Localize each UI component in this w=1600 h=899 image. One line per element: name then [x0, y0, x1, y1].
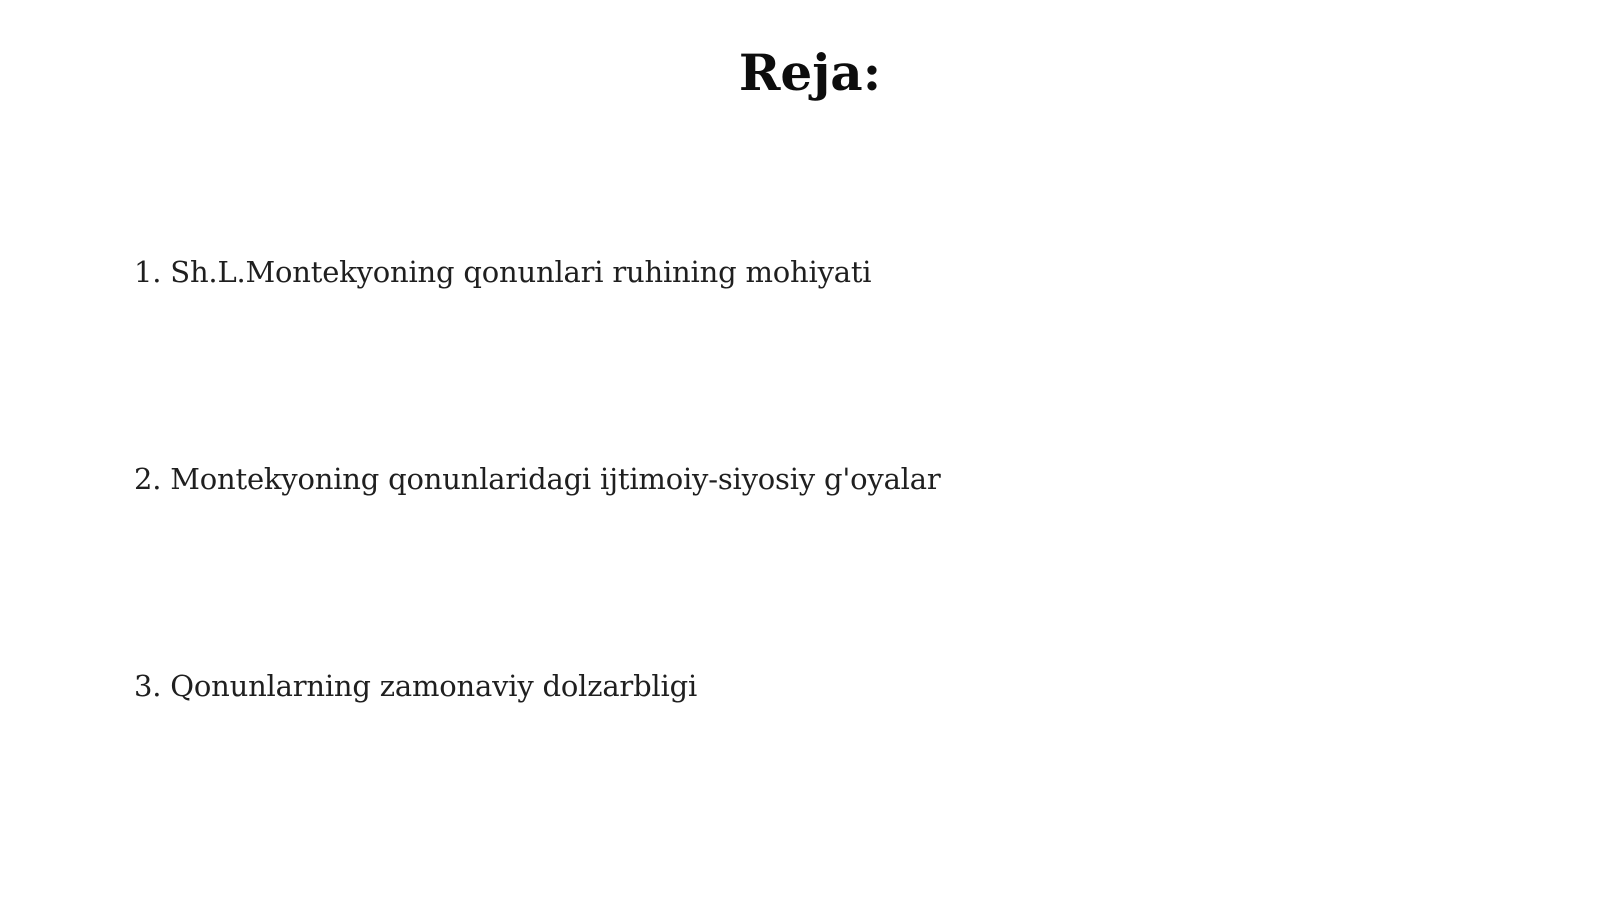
- plan-item-number: 3.: [134, 669, 162, 703]
- plan-item-text: Qonunlarning zamonaviy dolzarbligi: [170, 669, 698, 703]
- plan-item: [134, 252, 871, 292]
- plan-item-number: 2.: [134, 462, 162, 496]
- plan-item: [134, 666, 697, 706]
- plan-item-text: Sh.L.Montekyoning qonunlari ruhining mohiyati: [170, 255, 872, 289]
- plan-item-number: 1.: [134, 255, 162, 289]
- plan-item-text: Montekyoning qonunlaridagi ijtimoiy-siyosiy g'oyalar: [170, 462, 941, 496]
- page-title: Reja:: [738, 43, 882, 102]
- plan-item: [134, 459, 941, 499]
